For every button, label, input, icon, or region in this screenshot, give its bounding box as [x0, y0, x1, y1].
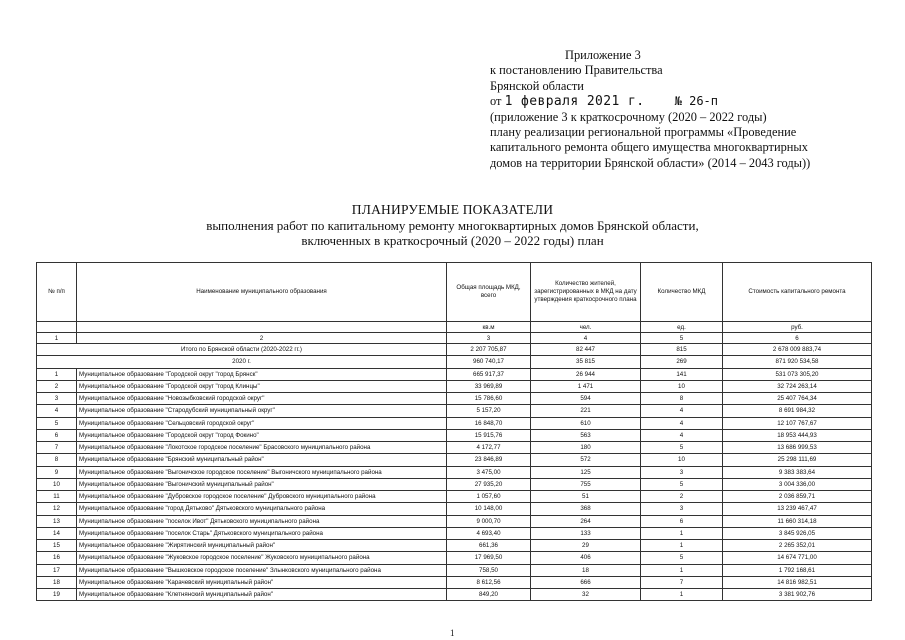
cell-people: 26 944 — [531, 368, 641, 380]
cell-n: 10 — [37, 478, 77, 490]
colnum: 2 — [77, 333, 447, 344]
cell-people: 32 — [531, 589, 641, 601]
cell-name: Муниципальное образование "Локотское городское поселение" Брасовского муниципального района — [77, 442, 447, 454]
cell-count: 8 — [641, 393, 723, 405]
cell-area: 10 148,00 — [447, 503, 531, 515]
cell-cost: 14 674 771,00 — [723, 552, 872, 564]
cell-n: 13 — [37, 515, 77, 527]
cell-name: Муниципальное образование "Вышковское городское поселение" Злынковского муниципального района — [77, 564, 447, 576]
cell-cost: 3 004 336,00 — [723, 478, 872, 490]
colnum: 6 — [723, 333, 872, 344]
cell-count: 1 — [641, 540, 723, 552]
cell-area: 27 935,20 — [447, 478, 531, 490]
cell-n: 17 — [37, 564, 77, 576]
total-people: 82 447 — [531, 344, 641, 356]
cell-people: 406 — [531, 552, 641, 564]
cell-count: 7 — [641, 576, 723, 588]
table-row — [37, 442, 872, 454]
cell-cost: 12 107 767,67 — [723, 417, 872, 429]
cell-people: 594 — [531, 393, 641, 405]
total-cost: 2 678 009 883,74 — [723, 344, 872, 356]
cell-people: 1 471 — [531, 380, 641, 392]
cell-cost: 11 660 314,18 — [723, 515, 872, 527]
unit-cost: руб. — [723, 322, 872, 333]
cell-people: 51 — [531, 491, 641, 503]
cell-count: 5 — [641, 478, 723, 490]
header-idx: № п/п — [37, 263, 77, 322]
cell-people: 572 — [531, 454, 641, 466]
cell-area: 33 969,89 — [447, 380, 531, 392]
cell-name: Муниципальное образование "Новозыбковский городской округ" — [77, 393, 447, 405]
cell-name: Муниципальное образование "город Дятьково" Дятьковского муниципального района — [77, 503, 447, 515]
cell-cost: 25 407 764,34 — [723, 393, 872, 405]
cell-people: 180 — [531, 442, 641, 454]
cell-name: Муниципальное образование "Клетнянский муниципальный район" — [77, 589, 447, 601]
year-cost: 871 920 534,58 — [723, 356, 872, 368]
cell-name: Муниципальное образование "Городской округ "город Брянск" — [77, 368, 447, 380]
cell-count: 5 — [641, 442, 723, 454]
table-row — [37, 478, 872, 490]
header-name: Наименование муниципального образования — [77, 263, 447, 322]
cell-count: 1 — [641, 527, 723, 539]
table-row — [37, 564, 872, 576]
cell-people: 29 — [531, 540, 641, 552]
total-label: Итого по Брянской области (2020-2022 гг.) — [37, 344, 447, 356]
decree-line: к постановлению Правительства — [490, 63, 663, 78]
unit-area: кв.м — [447, 322, 531, 333]
cell-cost: 3 845 926,05 — [723, 527, 872, 539]
cell-area: 15 786,60 — [447, 393, 531, 405]
cell-name: Муниципальное образование "Сельцовский городской округ" — [77, 417, 447, 429]
table-row — [37, 540, 872, 552]
cell-area: 17 969,50 — [447, 552, 531, 564]
cell-count: 3 — [641, 503, 723, 515]
indicators-table — [36, 262, 872, 601]
total-area: 2 207 705,87 — [447, 344, 531, 356]
cell-people: 755 — [531, 478, 641, 490]
cell-name: Муниципальное образование "Выгоничский муниципальный район" — [77, 478, 447, 490]
header-count: Количество МКД — [641, 263, 723, 322]
table-row — [37, 552, 872, 564]
total-count: 815 — [641, 344, 723, 356]
cell-n: 3 — [37, 393, 77, 405]
cell-n: 19 — [37, 589, 77, 601]
cell-name: Муниципальное образование "Городской округ "город Клинцы" — [77, 380, 447, 392]
cell-area: 4 693,40 — [447, 527, 531, 539]
cell-cost: 531 073 305,20 — [723, 368, 872, 380]
cell-count: 3 — [641, 466, 723, 478]
cell-cost: 8 691 984,32 — [723, 405, 872, 417]
cell-count: 4 — [641, 405, 723, 417]
cell-count: 1 — [641, 564, 723, 576]
cell-area: 9 000,70 — [447, 515, 531, 527]
order-line — [490, 94, 890, 109]
cell-n: 9 — [37, 466, 77, 478]
document-title — [0, 202, 905, 249]
reference-line-2: плану реализации региональной программы «Проведение — [490, 125, 797, 140]
total-row — [37, 344, 872, 356]
region-line: Брянской области — [490, 78, 584, 93]
cell-n: 14 — [37, 527, 77, 539]
title-sub-2: включенных в краткосрочный (2020 – 2022 годы) план — [301, 233, 604, 248]
table-row — [37, 466, 872, 478]
table-row — [37, 429, 872, 441]
cell-count: 6 — [641, 515, 723, 527]
cell-count: 1 — [641, 589, 723, 601]
colnum: 3 — [447, 333, 531, 344]
table-row — [37, 368, 872, 380]
cell-cost: 13 686 999,53 — [723, 442, 872, 454]
table-row — [37, 380, 872, 392]
year-row — [37, 356, 872, 368]
header-cost: Стоимость капитального ремонта — [723, 263, 872, 322]
cell-n: 4 — [37, 405, 77, 417]
header-area: Общая площадь МКД, всего — [447, 263, 531, 322]
cell-cost: 18 953 444,93 — [723, 429, 872, 441]
cell-n: 7 — [37, 442, 77, 454]
cell-cost: 9 383 383,64 — [723, 466, 872, 478]
cell-n: 18 — [37, 576, 77, 588]
cell-people: 133 — [531, 527, 641, 539]
cell-name: Муниципальное образование "Выгоничское городское поселение" Выгоничского муниципального района — [77, 466, 447, 478]
cell-n: 5 — [37, 417, 77, 429]
reference-line-4: домов на территории Брянской области» (2014 – 2043 годы)) — [490, 155, 811, 170]
cell-name: Муниципальное образование "Дубровское городское поселение" Дубровского муниципального района — [77, 491, 447, 503]
table-row — [37, 515, 872, 527]
table-row — [37, 527, 872, 539]
cell-area: 4 172,77 — [447, 442, 531, 454]
cell-area: 1 057,60 — [447, 491, 531, 503]
table-units-row — [37, 322, 872, 333]
cell-cost: 14 816 982,51 — [723, 576, 872, 588]
cell-people: 368 — [531, 503, 641, 515]
colnum: 5 — [641, 333, 723, 344]
year-label: 2020 г. — [37, 356, 447, 368]
cell-count: 4 — [641, 429, 723, 441]
cell-name: Муниципальное образование "поселок Ивот" Дятьковского муниципального района — [77, 515, 447, 527]
table-header-row — [37, 263, 872, 322]
table-colnum-row — [37, 333, 872, 344]
cell-cost: 1 792 168,61 — [723, 564, 872, 576]
cell-people: 666 — [531, 576, 641, 588]
cell-name: Муниципальное образование "Стародубский муниципальный округ" — [77, 405, 447, 417]
cell-cost: 25 298 111,69 — [723, 454, 872, 466]
order-prefix: от — [490, 94, 502, 109]
cell-count: 141 — [641, 368, 723, 380]
cell-area: 849,20 — [447, 589, 531, 601]
cell-cost: 2 036 859,71 — [723, 491, 872, 503]
cell-count: 10 — [641, 380, 723, 392]
cell-count: 5 — [641, 552, 723, 564]
cell-count: 4 — [641, 417, 723, 429]
cell-n: 15 — [37, 540, 77, 552]
cell-people: 221 — [531, 405, 641, 417]
year-count: 269 — [641, 356, 723, 368]
cell-n: 6 — [37, 429, 77, 441]
cell-people: 18 — [531, 564, 641, 576]
colnum: 1 — [37, 333, 77, 344]
cell-area: 665 917,37 — [447, 368, 531, 380]
cell-name: Муниципальное образование "Карачевский муниципальный район" — [77, 576, 447, 588]
cell-name: Муниципальное образование "Брянский муниципальный район" — [77, 454, 447, 466]
cell-cost: 3 381 902,76 — [723, 589, 872, 601]
cell-n: 11 — [37, 491, 77, 503]
order-date: 1 февраля 2021 г. — [504, 94, 645, 110]
table-row — [37, 393, 872, 405]
cell-count: 2 — [641, 491, 723, 503]
cell-area: 661,36 — [447, 540, 531, 552]
cell-area: 8 612,56 — [447, 576, 531, 588]
title-sub-1: выполнения работ по капитальному ремонту многоквартирных домов Брянской области, — [206, 217, 699, 233]
document-header — [490, 48, 890, 171]
cell-n: 16 — [37, 552, 77, 564]
table-row — [37, 417, 872, 429]
cell-area: 16 848,70 — [447, 417, 531, 429]
table-row — [37, 405, 872, 417]
cell-area: 5 157,20 — [447, 405, 531, 417]
cell-area: 758,50 — [447, 564, 531, 576]
table-row — [37, 503, 872, 515]
order-number: № 26-п — [674, 94, 718, 109]
unit-people: чел. — [531, 322, 641, 333]
year-area: 960 740,17 — [447, 356, 531, 368]
cell-cost: 2 265 352,01 — [723, 540, 872, 552]
page-number: 1 — [450, 628, 455, 638]
title-main: ПЛАНИРУЕМЫЕ ПОКАЗАТЕЛИ — [351, 202, 554, 217]
cell-n: 12 — [37, 503, 77, 515]
table-row — [37, 576, 872, 588]
unit-count: ед. — [641, 322, 723, 333]
reference-line-1: (приложение 3 к краткосрочному (2020 – 2022 годы) — [490, 109, 767, 124]
cell-name: Муниципальное образование "Городской округ "город Фокино" — [77, 429, 447, 441]
cell-count: 10 — [641, 454, 723, 466]
cell-people: 610 — [531, 417, 641, 429]
table-row — [37, 491, 872, 503]
header-people: Количество жителей, зарегистрированных в МКД на дату утверждения краткосрочного плана — [531, 263, 641, 322]
cell-n: 8 — [37, 454, 77, 466]
cell-people: 563 — [531, 429, 641, 441]
cell-n: 2 — [37, 380, 77, 392]
cell-people: 125 — [531, 466, 641, 478]
cell-area: 3 475,00 — [447, 466, 531, 478]
year-people: 35 815 — [531, 356, 641, 368]
cell-cost: 32 724 263,14 — [723, 380, 872, 392]
cell-name: Муниципальное образование "Жуковское городское поселение" Жуковского муниципального района — [77, 552, 447, 564]
cell-people: 264 — [531, 515, 641, 527]
table-row — [37, 454, 872, 466]
table-row — [37, 589, 872, 601]
reference-line-3: капитального ремонта общего имущества многоквартирных — [490, 140, 808, 155]
cell-area: 15 915,76 — [447, 429, 531, 441]
appendix-label: Приложение 3 — [565, 48, 641, 62]
colnum: 4 — [531, 333, 641, 344]
cell-name: Муниципальное образование "Жирятинский муниципальный район" — [77, 540, 447, 552]
cell-cost: 13 239 467,47 — [723, 503, 872, 515]
cell-name: Муниципальное образование "поселок Старь" Дятьковского муниципального района — [77, 527, 447, 539]
cell-n: 1 — [37, 368, 77, 380]
cell-area: 23 846,89 — [447, 454, 531, 466]
